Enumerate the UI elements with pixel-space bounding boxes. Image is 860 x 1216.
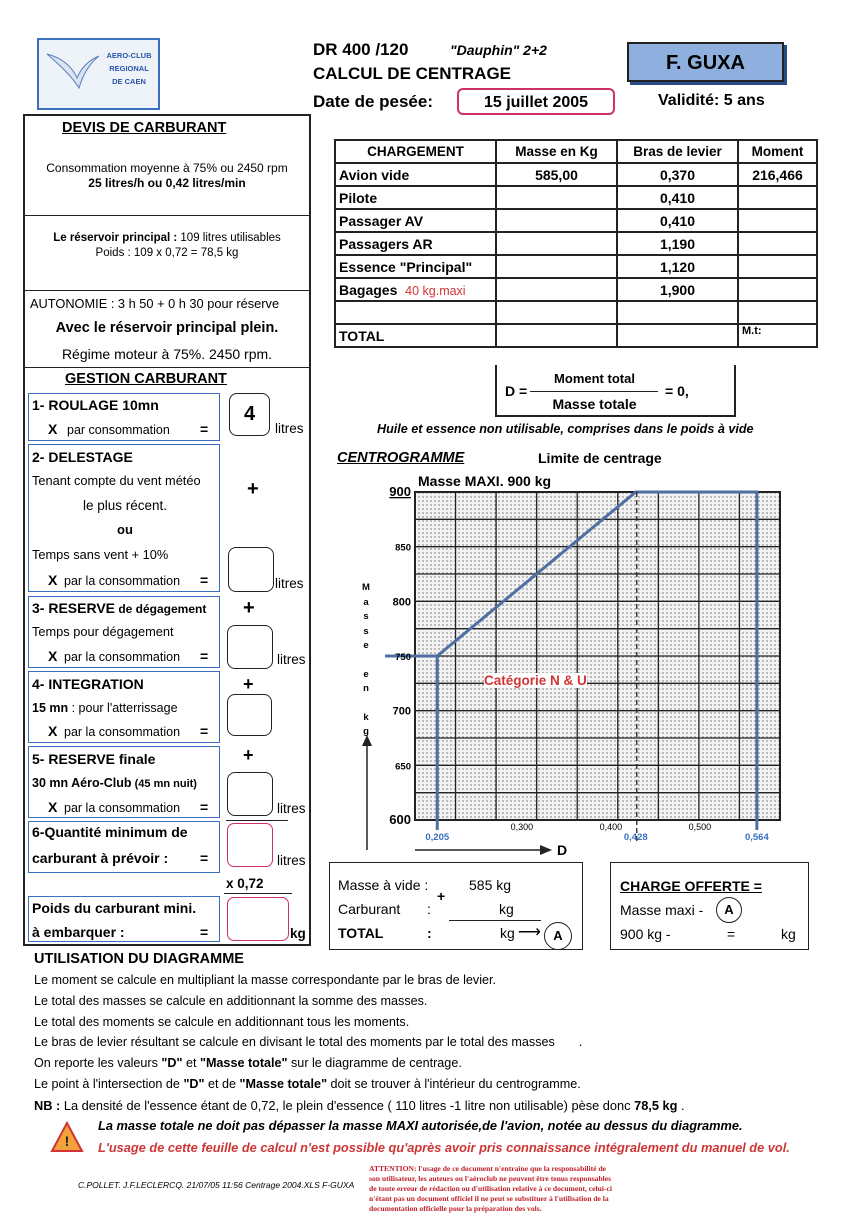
fuel-weight-title-2: à embarquer :	[32, 924, 125, 940]
table-row	[335, 163, 817, 186]
equals: =	[200, 421, 209, 437]
unusable-fuel-note: Huile et essence non utilisable, comprises dans le poids à vide	[377, 422, 754, 436]
density-factor: x 0,72	[226, 876, 264, 891]
equals: =	[200, 850, 209, 866]
max-mass-minus: Masse maxi -	[620, 902, 704, 918]
y-axis-letter: a	[363, 596, 369, 608]
arm-cell: 0,370	[617, 163, 738, 186]
final-liters-box[interactable]	[227, 772, 273, 816]
warning-icon-mark: !	[64, 1133, 70, 1149]
divider	[23, 290, 311, 291]
y-tick-label: 650	[395, 761, 411, 773]
date-label: Date de pesée:	[313, 92, 433, 111]
tank-capacity	[25, 231, 309, 246]
y-tick-label: 600	[389, 812, 411, 827]
circle-a: A	[716, 897, 742, 923]
doc-title: CALCUL DE CENTRAGE	[313, 64, 512, 83]
table-row	[335, 301, 817, 324]
x-mark: X	[48, 421, 58, 437]
y-axis-letter: k	[363, 711, 369, 723]
d-label: D =	[505, 383, 528, 399]
fraction-bar	[530, 391, 658, 392]
warning-line-1: La masse totale ne doit pas dépasser la masse MAXI autorisée,de l'avion, notée au dessus du diagramme.	[98, 1118, 743, 1133]
arm-cell: 1,190	[617, 232, 738, 255]
payload-equals: =	[727, 926, 736, 942]
club-name-line-3: DE CAEN	[112, 77, 146, 86]
mass-cell: 585,00	[496, 163, 617, 186]
x-tick-label: 0,500	[688, 822, 712, 832]
usage-line-4-text: Le bras de levier résultant se calcule en divisant le total des moments par le total des masses	[34, 1035, 555, 1049]
alternate-line: Temps pour dégagement	[32, 624, 174, 639]
aircraft-model: "Dauphin" 2+2	[450, 42, 547, 58]
integration-title: 4- INTEGRATION	[32, 676, 144, 692]
kg-unit: kg	[290, 926, 306, 941]
fuel-unit: kg	[499, 901, 514, 917]
usage-line-1: Le moment se calcule en multipliant la masse correspondante par le bras de levier.	[34, 973, 497, 987]
alternate-title-sub: de dégagement	[115, 602, 207, 616]
moment-cell[interactable]	[738, 278, 817, 301]
header-cell: CHARGEMENT	[335, 140, 496, 163]
reroute-section	[28, 444, 220, 592]
y-axis-letter: s	[363, 625, 369, 637]
mass-cell[interactable]	[496, 278, 617, 301]
disclaimer	[369, 1164, 689, 1214]
aircraft-type: DR 400 /120	[313, 40, 409, 59]
fuel-colon: :	[427, 901, 431, 917]
text: "D"	[161, 1056, 183, 1070]
equals: =	[200, 572, 209, 588]
text: sur le diagramme de centrage.	[287, 1056, 462, 1070]
x-tick-labels	[425, 822, 769, 843]
engine-regime: Régime moteur à 75%. 2450 rpm.	[61, 346, 273, 362]
moment-cell[interactable]	[738, 186, 817, 209]
autonomy: AUTONOMIE : 3 h 50 + 0 h 30 pour réserve	[30, 296, 280, 311]
table-row	[335, 232, 817, 255]
reroute-line-2: le plus récent.	[83, 498, 168, 513]
warning-line-2: L'usage de cette feuille de calcul n'est possible qu'après avoir pris connaissance intégralement du manuel de vol.	[98, 1140, 790, 1155]
baggage-max-note: 40 kg.maxi	[405, 283, 466, 298]
usage-title: UTILISATION DU DIAGRAMME	[34, 951, 244, 967]
nb-line	[34, 1098, 685, 1113]
header-cell: Masse en Kg	[496, 140, 617, 163]
tank-weight: Poids : 109 x 0,72 = 78,5 kg	[95, 247, 239, 259]
disclaimer-line: ATTENTION: l'usage de ce document n'entraîne que la responsabilité de	[369, 1164, 607, 1173]
taxi-title: 1- ROULAGE 10mn	[32, 397, 159, 413]
plus-sign: +	[243, 674, 254, 694]
text: "D"	[183, 1077, 205, 1091]
text: et	[182, 1056, 200, 1070]
y-tick-label: 800	[392, 596, 411, 609]
empty-cell	[617, 301, 738, 324]
text: La densité de l'essence étant de 0,72, le plein d'essence ( 110 litres -1 litre non utilisable) pèse donc	[60, 1098, 635, 1113]
total-mass-cell[interactable]	[496, 324, 617, 347]
mass-cell[interactable]	[496, 255, 617, 278]
club-name-line-1: AERO-CLUB	[106, 51, 152, 60]
x-mark: X	[48, 723, 58, 739]
alternate-title	[32, 600, 206, 616]
formula-result: = 0,	[665, 383, 689, 399]
liters-unit: litres	[275, 421, 304, 436]
consumption-label: par la consommation	[64, 650, 181, 664]
club-name-line-2: REGIONAL	[109, 64, 149, 73]
y-axis-letter: e	[363, 668, 369, 680]
fuel-management-title: GESTION CARBURANT	[65, 371, 227, 387]
taxi-liters-box[interactable]: 4	[229, 393, 270, 436]
registration-badge: F. GUXA	[627, 42, 784, 82]
text: On reporte les valeurs	[34, 1056, 162, 1070]
max-mass-label: Masse MAXI. 900 kg	[418, 473, 552, 489]
divider	[23, 215, 311, 216]
item-cell: Passager AV	[335, 209, 496, 232]
moment-cell[interactable]	[738, 209, 817, 232]
header-cell: Moment	[738, 140, 817, 163]
usage-line-4-dot: .	[578, 1035, 583, 1049]
usage-line-2: Le total des masses se calcule en additionnant la somme des masses.	[34, 994, 428, 1008]
centrogram-subtitle: Limite de centrage	[538, 450, 662, 466]
reroute-line-3: Temps sans vent + 10%	[32, 547, 169, 562]
item-cell: Pilote	[335, 186, 496, 209]
payload-title: CHARGE OFFERTE =	[620, 878, 762, 894]
y-axis-letter: e	[363, 640, 369, 651]
equals: =	[200, 924, 209, 940]
y-tick-label: 750	[395, 652, 411, 663]
x-axis-title: D	[557, 842, 568, 858]
liters-unit: litres	[277, 801, 306, 816]
text: et de	[204, 1077, 240, 1091]
x-tick-label-limit: 0,205	[425, 832, 450, 843]
consumption-line-1: Consommation moyenne à 75% ou 2450 rpm	[46, 161, 288, 175]
final-line-sub: (45 mn nuit)	[131, 778, 197, 790]
y-tick-label: 850	[395, 542, 411, 554]
alternate-liters-box[interactable]	[227, 625, 273, 669]
x-mark: X	[48, 648, 58, 664]
total-unit: kg	[500, 925, 515, 941]
alternate-title-main: 3- RESERVE	[32, 600, 115, 616]
centrogram-title: CENTROGRAMME	[337, 450, 465, 466]
equals: =	[200, 799, 209, 815]
mass-cell[interactable]	[496, 209, 617, 232]
fuel-weight-box[interactable]	[227, 897, 289, 941]
sum-line	[449, 920, 541, 921]
final-line-main: 30 mn Aéro-Club	[32, 776, 132, 790]
table-row	[335, 209, 817, 232]
total-label: TOTAL	[338, 925, 384, 941]
density-line	[224, 893, 292, 894]
liters-unit: litres	[277, 853, 306, 868]
payload-unit: kg	[781, 926, 796, 942]
y-axis-letter: s	[363, 611, 369, 622]
fuel-weight-title-1: Poids du carburant mini.	[32, 900, 197, 916]
payload-line-2: 900 kg -	[620, 926, 671, 942]
baggage-label: Bagages	[339, 281, 398, 298]
x-tick-label-limit: 0,428	[623, 832, 648, 843]
disclaimer-line: son utilisateur, les auteurs ou l'aéroclub ne peuvent être tenus responsables	[369, 1174, 612, 1183]
credits: C.POLLET. J.F.LECLERCQ. 21/07/05 11:56 Centrage 2004.XLS F-GUXA	[78, 1180, 355, 1190]
usage-line-3: Le total des moments se calcule en additionnant tous les moments.	[34, 1015, 410, 1029]
bird-logo-icon	[43, 44, 103, 104]
final-title: 5- RESERVE finale	[32, 751, 156, 767]
validity: Validité: 5 ans	[658, 92, 765, 109]
y-tick-label: 700	[392, 705, 411, 718]
plus-sign: +	[247, 478, 259, 500]
arm-cell: 0,410	[617, 186, 738, 209]
minimum-title-2: carburant à prévoir :	[32, 850, 169, 866]
plus-sign: +	[243, 597, 255, 619]
tank-bold: Le réservoir principal :	[53, 232, 178, 244]
date-value: 15 juillet 2005	[457, 88, 615, 115]
empty-mass-value: 585 kg	[469, 877, 512, 893]
minimum-title-1: 6-Quantité minimum de	[32, 824, 188, 840]
plus-sign: +	[243, 745, 254, 765]
x-mark: X	[48, 799, 58, 815]
y-axis-title	[360, 581, 372, 740]
table-row	[335, 186, 817, 209]
club-logo	[37, 38, 160, 110]
y-axis-letter: g	[363, 726, 369, 737]
equals: =	[200, 648, 209, 664]
integration-rest: : pour l'atterrissage	[68, 701, 178, 715]
text: Le point à l'intersection de	[34, 1077, 184, 1091]
moment-cell[interactable]	[738, 232, 817, 255]
formula-denominator: Masse totale	[552, 396, 637, 412]
empty-cell	[496, 301, 617, 324]
x-axis-arrow-icon	[540, 845, 552, 855]
final-line	[32, 776, 197, 790]
header-cell: Bras de levier	[617, 140, 738, 163]
consumption-label: par la consommation	[64, 801, 181, 815]
moment-total-cell[interactable]: M.t:	[738, 324, 817, 347]
minimum-liters-box[interactable]	[227, 823, 273, 867]
y-axis-gap	[360, 697, 372, 711]
mass-cell[interactable]	[496, 232, 617, 255]
text: "Masse totale"	[239, 1077, 328, 1091]
y-tick-label: 900	[389, 484, 411, 499]
x-tick-label: 0,400	[599, 822, 623, 832]
text: NB :	[34, 1098, 61, 1113]
table-header	[335, 140, 817, 163]
moment-cell: 216,466	[738, 163, 817, 186]
mass-cell[interactable]	[496, 186, 617, 209]
item-cell	[335, 278, 496, 301]
full-tank: Avec le réservoir principal plein.	[55, 320, 279, 336]
fuel-estimate-title: DEVIS DE CARBURANT	[62, 120, 227, 136]
total-row	[335, 324, 817, 347]
disclaimer-line: de toute erreur de rédaction ou d'utilisation relative à ce document, celui-ci	[369, 1184, 612, 1193]
consumption-label: par la consommation	[64, 574, 181, 588]
arm-cell: 1,900	[617, 278, 738, 301]
disclaimer-line: n'étant pas un document officiel il ne peut se substituer à l'utilisation de la	[369, 1194, 609, 1203]
item-cell: Avion vide	[335, 163, 496, 186]
consumption-line-2: 25 litres/h ou 0,42 litres/min	[88, 176, 246, 190]
x-mark: X	[48, 572, 58, 588]
liters-unit: litres	[277, 652, 306, 667]
table-row	[335, 278, 817, 301]
x-tick-label: 0,300	[510, 822, 534, 832]
divider	[23, 367, 311, 368]
empty-cell	[738, 301, 817, 324]
total-arm-cell	[617, 324, 738, 347]
usage-line-4	[34, 1035, 582, 1049]
usage-line-5	[34, 1056, 462, 1070]
consumption-label: par la consommation	[64, 725, 181, 739]
reroute-or: ou	[117, 522, 133, 537]
text: doit se trouver à l'intérieur du centrogramme.	[327, 1077, 581, 1091]
arrow-icon: ⟶	[518, 924, 541, 941]
total-label: TOTAL	[335, 324, 496, 347]
integration-line	[32, 701, 178, 715]
y-axis-letter: M	[362, 582, 370, 593]
integration-liters-box[interactable]	[227, 694, 272, 736]
tank-rest: 109 litres utilisables	[177, 232, 281, 244]
total-colon: :	[427, 925, 432, 941]
item-cell: Essence "Principal"	[335, 255, 496, 278]
formula-numerator: Moment total	[554, 371, 635, 386]
category-label: Catégorie N & U	[484, 673, 587, 688]
reroute-liters-box[interactable]	[228, 547, 274, 592]
y-axis-gap	[360, 654, 372, 668]
text: .	[677, 1098, 685, 1113]
y-axis-letter: n	[363, 683, 369, 694]
reroute-line-1: Tenant compte du vent météo	[32, 473, 201, 488]
consumption-label: par consommation	[67, 423, 170, 437]
fuel-label: Carburant	[338, 901, 401, 917]
x-tick-label-limit: 0,564	[744, 832, 769, 843]
usage-line-6	[34, 1077, 581, 1091]
loading-table	[334, 139, 818, 348]
item-cell: Passagers AR	[335, 232, 496, 255]
empty-mass-label: Masse à vide :	[338, 877, 429, 893]
arm-cell: 0,410	[617, 209, 738, 232]
disclaimer-line: documentation officielle pour la préparation des vols.	[369, 1204, 542, 1213]
circle-a: A	[544, 922, 572, 950]
liters-unit: litres	[275, 576, 304, 591]
plus-sign: +	[437, 888, 446, 904]
equals: =	[200, 723, 209, 739]
text: "Masse totale"	[199, 1056, 288, 1070]
empty-cell	[335, 301, 496, 324]
reroute-title: 2- DELESTAGE	[32, 449, 133, 465]
arm-cell: 1,120	[617, 255, 738, 278]
text: 78,5 kg	[634, 1098, 678, 1113]
sum-line	[226, 820, 288, 821]
integration-bold: 15 mn	[32, 701, 69, 715]
moment-cell[interactable]	[738, 255, 817, 278]
table-row	[335, 255, 817, 278]
